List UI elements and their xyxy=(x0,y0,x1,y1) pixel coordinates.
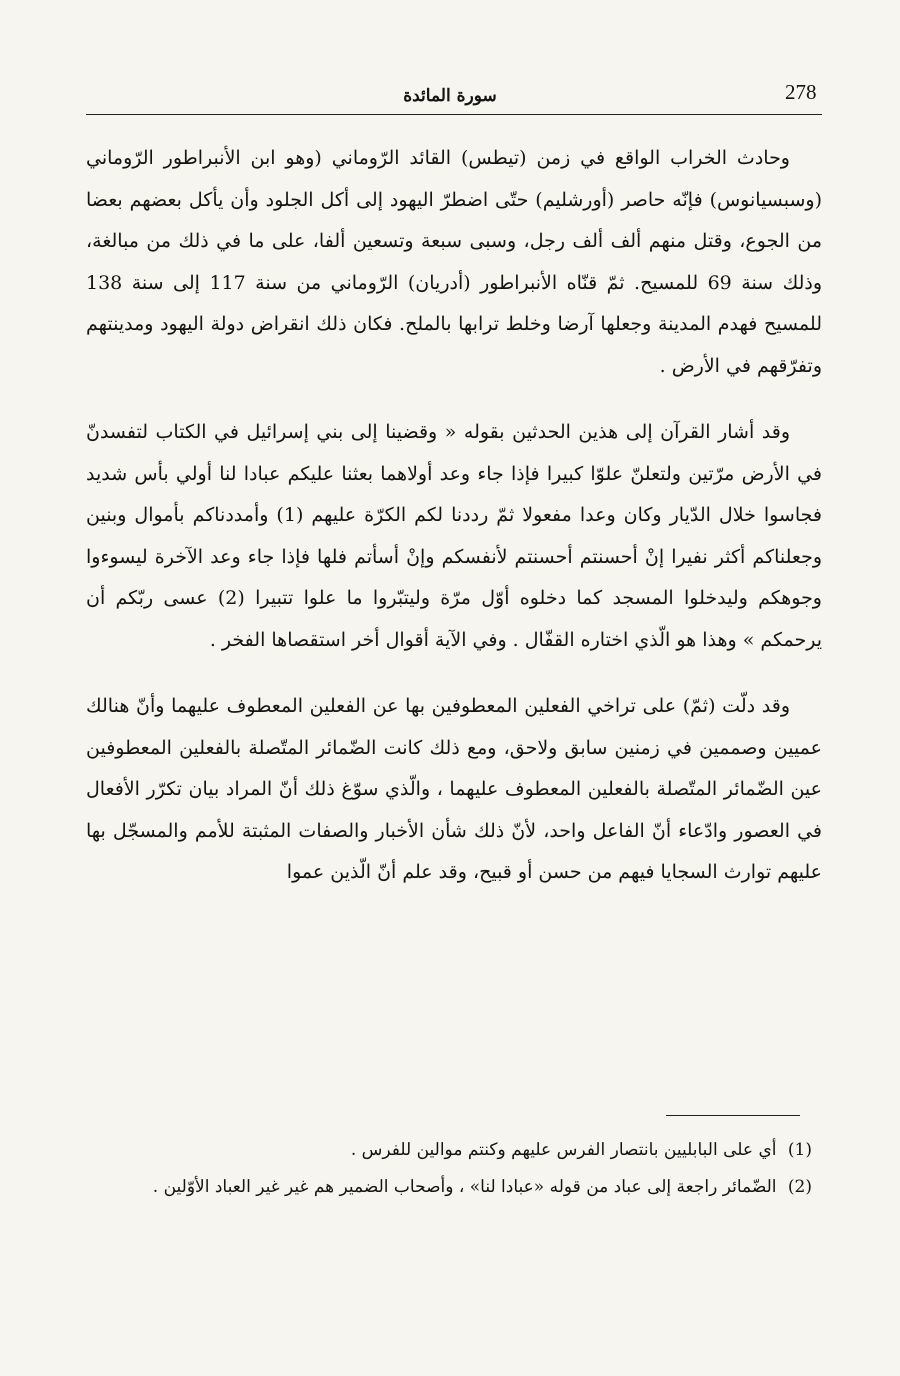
paragraph-3: وقد دلّت (ثمّ) على تراخي الفعلين المعطوفين بها عن الفعلين المعطوف عليهما وأنّ هنالك عميين وصممين في زمنين سابق ولاحق، ومع ذلك كانت الضّمائر المتّصلة بالفعلين المعطوفين عين الضّمائر المتّصلة بالفعلين المعطوف عليهما ، والّذي سوّغ ذلك أنّ المراد بيان تكرّر الأفعال في العصور وادّعاء أنّ الفاعل واحد، لأنّ ذلك شأن الأخبار والصفات المثبتة للأمم والمسجّل بها عليهم توارث السجايا فيهم من حسن أو قبيح، وقد علم أنّ الّذين عموا xyxy=(86,695,822,883)
paragraph-2: وقد أشار القرآن إلى هذين الحدثين بقوله « وقضينا إلى بني إسرائيل في الكتاب لتفسدنّ في الأرض مرّتين ولتعلنّ علوّا كبيرا فإذا جاء وعد أولاهما بعثنا عليكم عبادا لنا أولي بأس شديد فجاسوا خلال الدّيار وكان وعدا مفعولا ثمّ رددنا لكم الكرّة عليهم (1) وأمددناكم بأموال وبنين وجعلناكم أكثر نفيرا إنْ أحسنتم أحسنتم لأنفسكم وإنْ أسأتم فلها فإذا جاء وعد الآخرة ليسوءوا وجوهكم وليدخلوا المسجد كما دخلوه أوّل مرّة وليتبّروا ما علوا تتبيرا (2) عسى ربّكم أن يرحمكم » وهذا هو الّذي اختاره القفّال . وفي الآية أقوال أخر استقصاها الفخر . xyxy=(86,421,822,651)
footnote-1 xyxy=(100,1132,812,1169)
footnote-rule xyxy=(666,1115,800,1116)
footnote-marker: (1) xyxy=(787,1140,812,1160)
footnote-text: أي على البابليين بانتصار الفرس عليهم وكنتم موالين للفرس . xyxy=(350,1140,777,1160)
header-rule xyxy=(86,114,822,115)
page-number: 278 xyxy=(785,80,817,104)
footnote-text: الضّمائر راجعة إلى عباد من قوله «عبادا لنا» ، وأصحاب الضمير هم غير غير العباد الأوّلين . xyxy=(152,1177,777,1197)
footnote-2 xyxy=(100,1169,812,1206)
body-text xyxy=(86,138,822,894)
running-title: سورة المائدة xyxy=(403,86,497,106)
paragraph-1: وحادث الخراب الواقع في زمن (تيطس) القائد الرّوماني (وهو ابن الأنبراطور الرّوماني (وسبسيانوس) فإنّه حاصر (أورشليم) حتّى اضطرّ اليهود إلى أكل الجلود وأن يأكل بعضهم بعضا من الجوع، وقتل منهم ألف ألف رجل، وسبى سبعة وتسعين ألفا، على ما في ذلك من مبالغة، وذلك سنة 69 للمسيح. ثمّ قنّاه الأنبراطور (أدريان) الرّوماني من سنة 117 إلى سنة 138 للمسيح فهدم المدينة وجعلها آرضا وخلط ترابها بالملح. فكان ذلك انقراض دولة اليهود ومدينتهم وتفرّقهم في الأرض . xyxy=(86,147,823,377)
footnotes xyxy=(100,1132,812,1206)
footnote-marker: (2) xyxy=(787,1177,812,1197)
